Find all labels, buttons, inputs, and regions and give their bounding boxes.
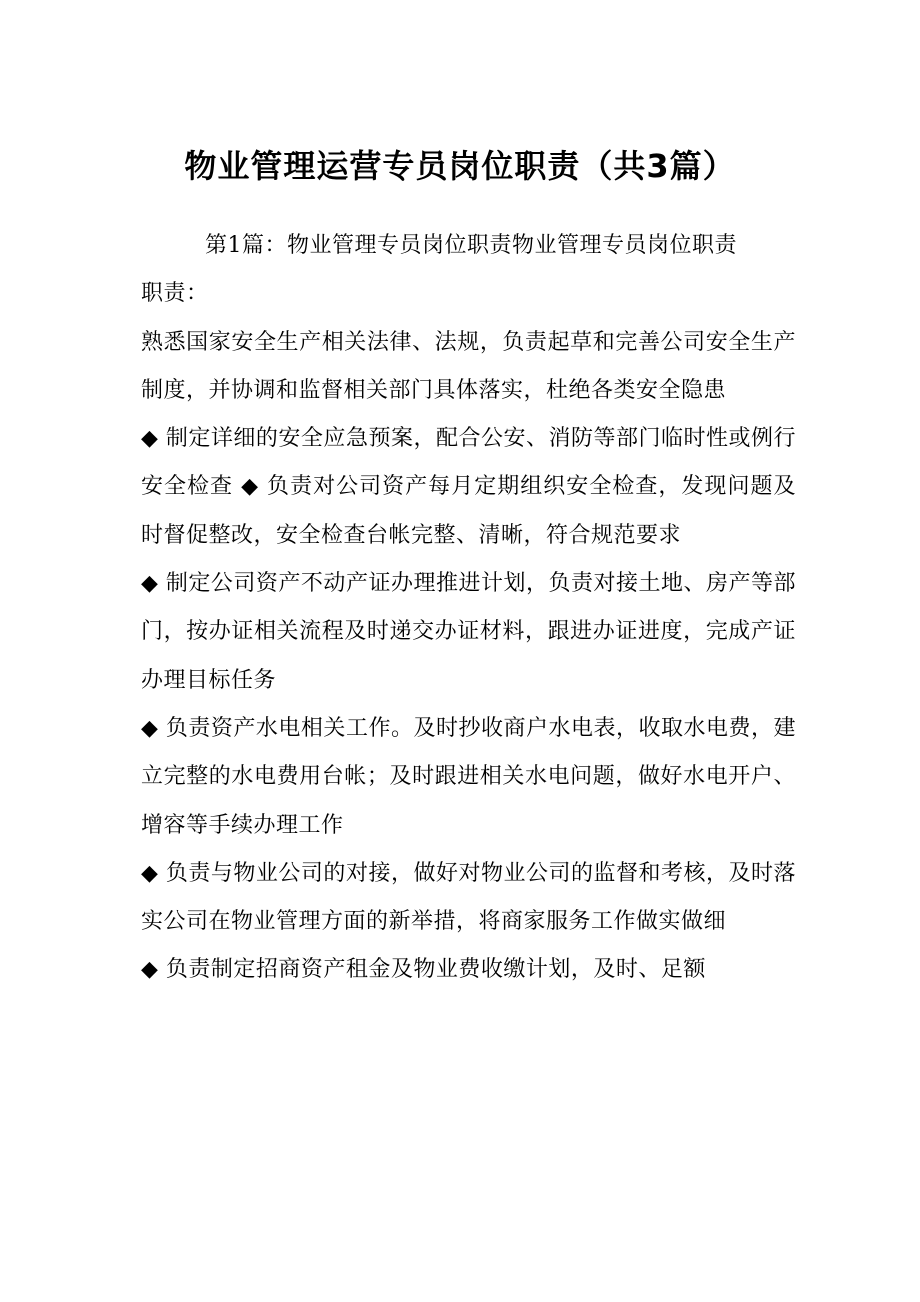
- document-body: [141, 222, 796, 995]
- duty-paragraph-5: ◆ 负责与物业公司的对接，做好对物业公司的监督和考核，及时落实公司在物业管理方面的新举措，将商家服务工作做实做细: [141, 860, 796, 935]
- duties-label: 职责：: [141, 281, 209, 307]
- duty-paragraph-1: 熟悉国家安全生产相关法律、法规，负责起草和完善公司安全生产制度，并协调和监督相关部门具体落实，杜绝各类安全隐患: [141, 329, 796, 403]
- duty-paragraph-2: ◆ 制定详细的安全应急预案，配合公安、消防等部门临时性或例行安全检查 ◆ 负责对公司资产每月定期组织安全检查，发现问题及时督促整改，安全检查台帐完整、清晰，符合规范要求: [141, 426, 796, 548]
- duty-paragraph-3: ◆ 制定公司资产不动产证办理推进计划，负责对接土地、房产等部门，按办证相关流程及时递交办证材料，跟进办证进度，完成产证办理目标任务: [141, 571, 796, 693]
- duty-paragraph-6: ◆ 负责制定招商资产租金及物业费收缴计划，及时、足额: [141, 957, 706, 983]
- duty-paragraph-4: ◆ 负责资产水电相关工作。及时抄收商户水电表，收取水电费，建立完整的水电费用台帐；及时跟进相关水电问题，做好水电开户、增容等手续办理工作: [141, 715, 796, 838]
- document-title: 物业管理运营专员岗位职责（共3篇）: [184, 147, 736, 185]
- section-heading: 第1篇：物业管理专员岗位职责物业管理专员岗位职责: [205, 233, 737, 258]
